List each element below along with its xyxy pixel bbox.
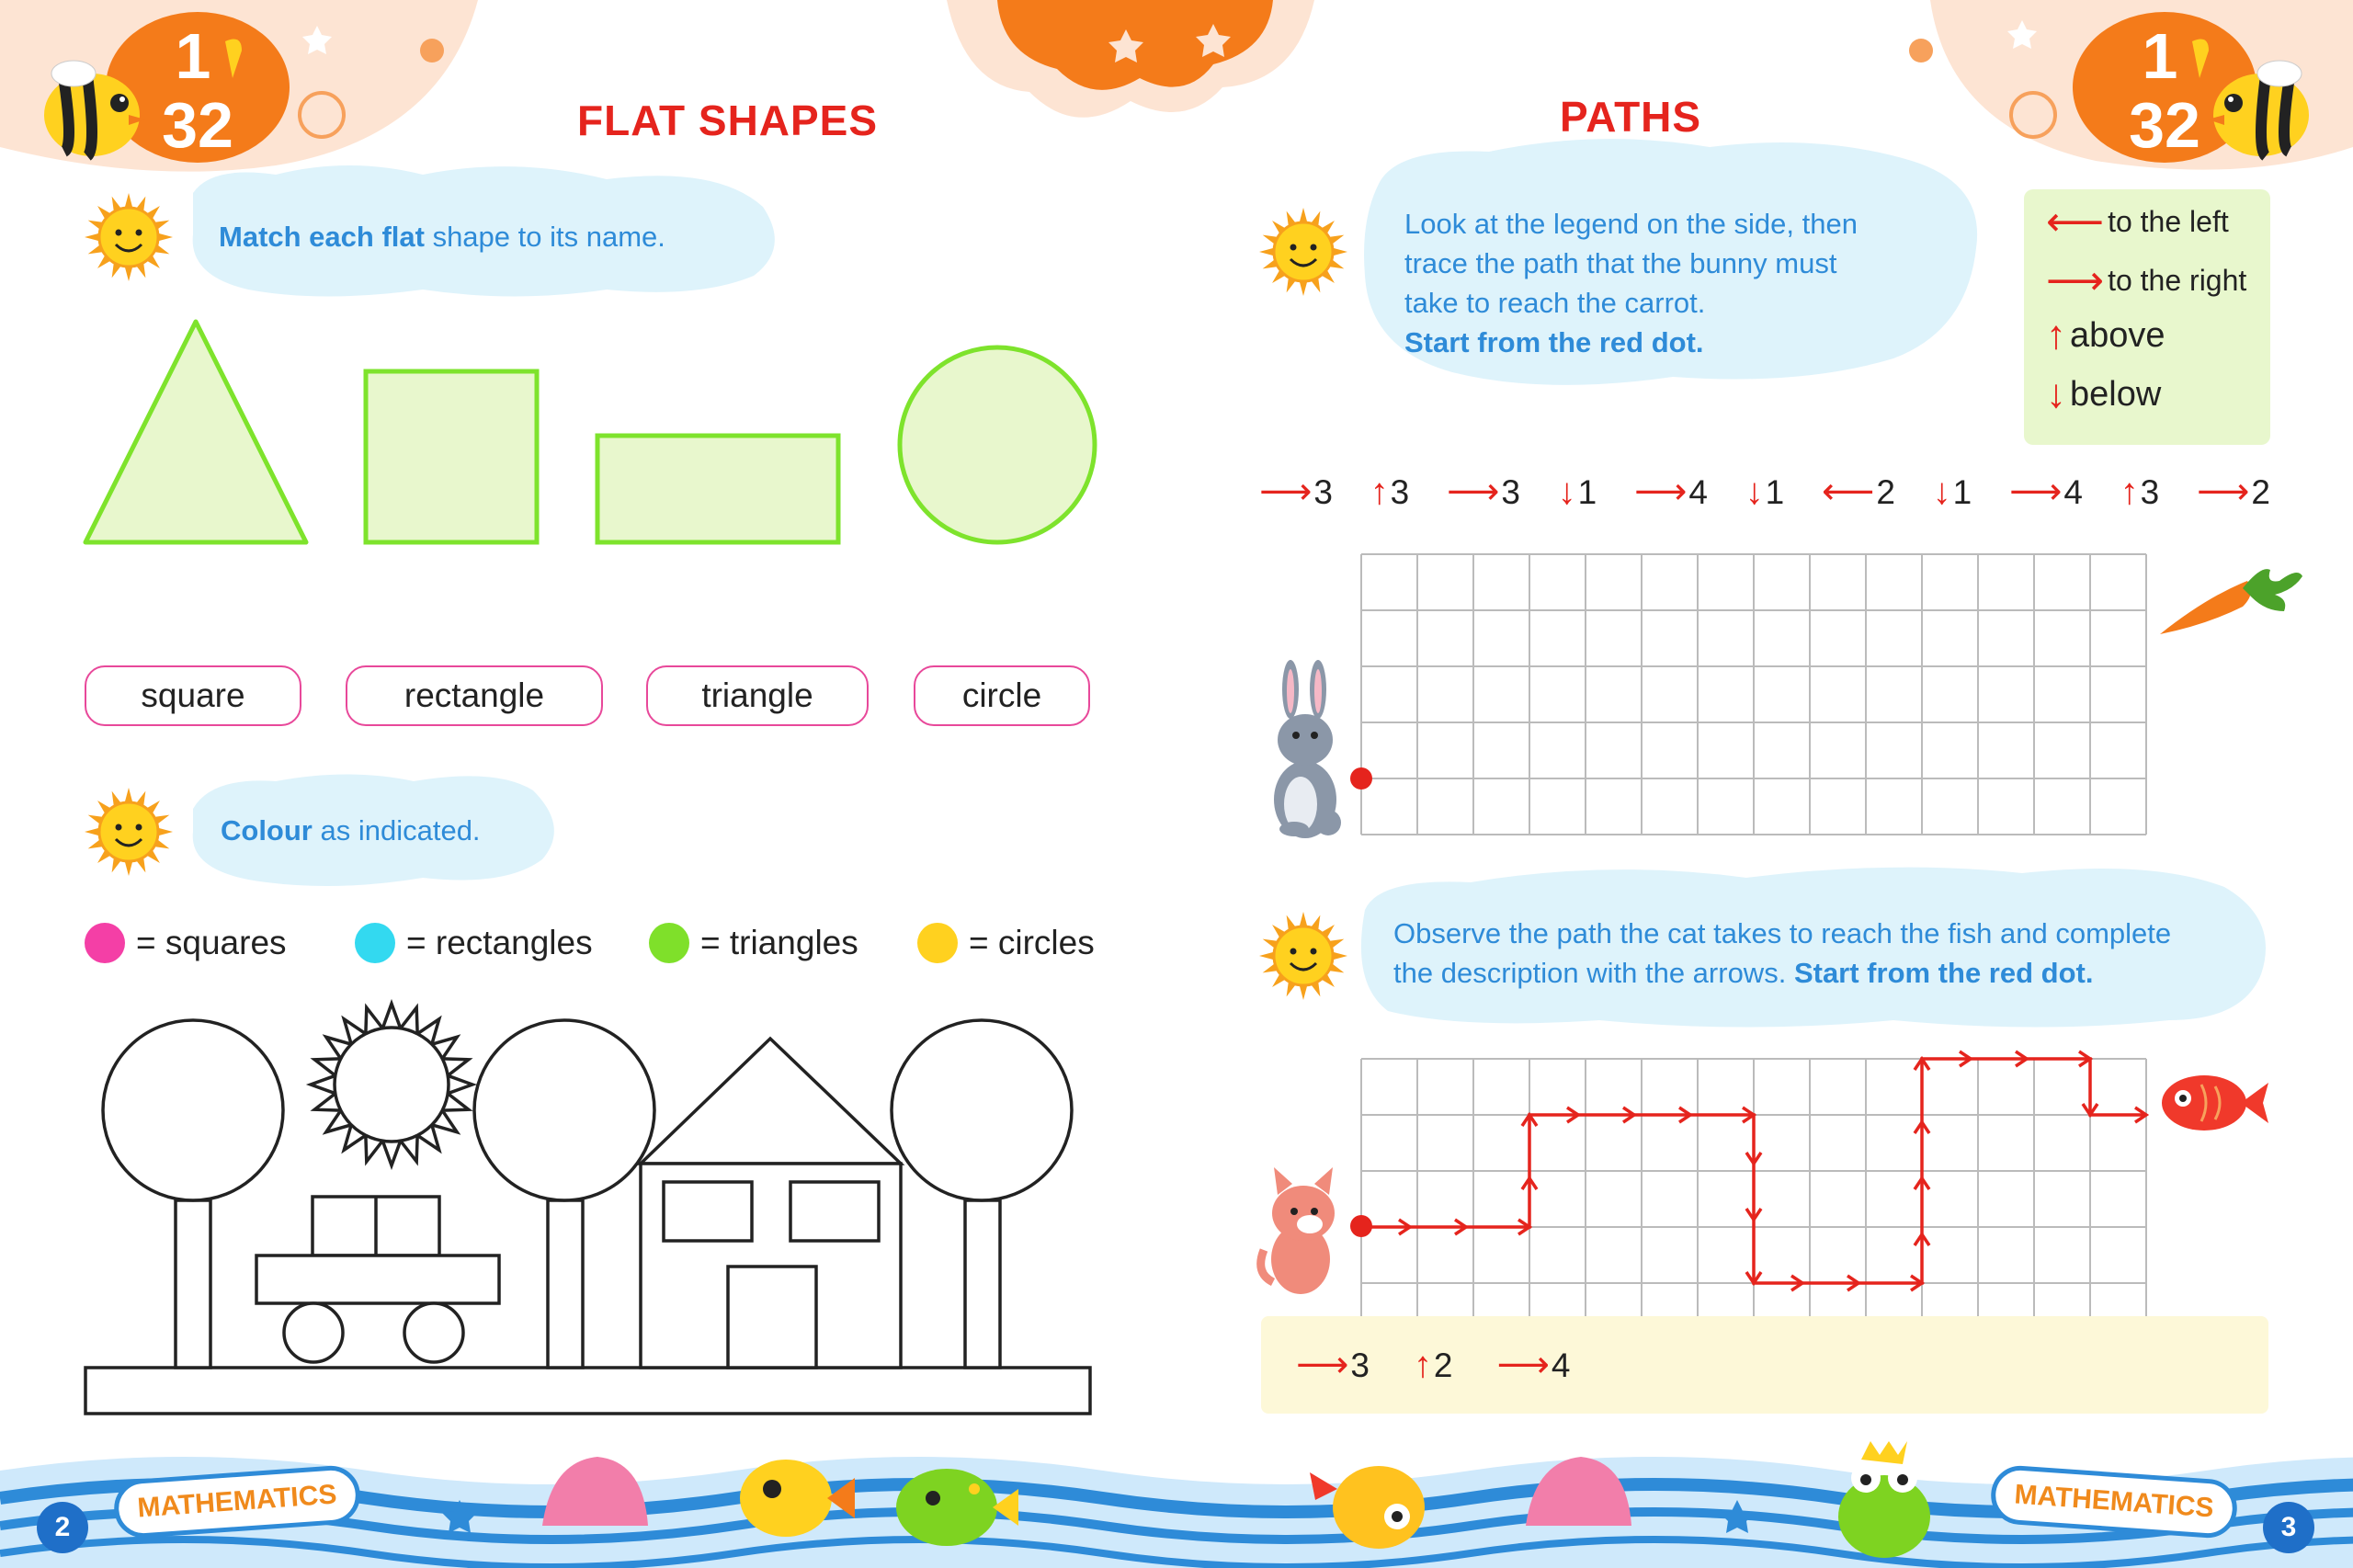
sun-icon [85,788,173,876]
key-triangles [649,923,858,963]
path-step [1822,471,1895,513]
path-step [1370,472,1410,513]
key-label: = rectangles [406,924,593,961]
step-count: 3 [1390,472,1410,511]
carrot-icon [2160,569,2302,634]
start-dot-cat [1350,1215,1372,1237]
colouring-picture [85,1004,1090,1414]
path-step [1414,1345,1453,1386]
step-arrow-icon: ↑ [1413,1344,1432,1385]
instruction-rest: as indicated. [312,814,481,846]
path-step [1296,1344,1370,1386]
step-arrow-icon: ↓ [1932,471,1951,512]
instruction-line: Observe the path the cat takes to reach the fish and complete [1393,917,2172,949]
shape-rectangle [597,436,838,542]
step-arrow-icon: ↑ [1370,471,1389,512]
step-count: 4 [1551,1346,1571,1384]
path-step [2009,471,2083,513]
step-count: 1 [1765,472,1785,511]
key-rectangles [355,923,593,963]
step-arrow-icon: ⟶ [1259,472,1313,512]
step-arrow-icon: ↓ [1557,471,1576,512]
path-step [2120,472,2160,513]
step-arrow-icon: ⟶ [1447,472,1500,512]
step-arrow-icon: ⟶ [1296,1345,1349,1385]
right-page-title: PATHS [1560,93,1702,141]
step-count: 1 [1952,472,1972,511]
shape-circle [900,347,1095,542]
sun-icon [1259,208,1347,296]
step-arrow-icon: ⟶ [2197,472,2250,512]
instruction-bold: Match each flat [219,221,425,253]
number-badge-left [106,12,290,163]
path-step [1558,472,1597,513]
step-count: 2 [1433,1346,1453,1384]
legend-above [2046,312,2165,358]
right-arrow-icon: ⟶ [2046,258,2105,303]
footer-frog-icon [1838,1441,1930,1558]
footer-subject-left: MATHEMATICS [112,1464,362,1540]
step-arrow-icon: ⟵ [1822,472,1875,512]
step-count: 2 [2251,473,2270,511]
key-circles [917,923,1095,963]
cyan-swatch [355,923,395,963]
up-arrow-icon: ↑ [2046,312,2066,358]
key-label: = triangles [700,924,858,961]
green-swatch [649,923,689,963]
bunny-path-sequence [1259,471,2270,513]
step-arrow-icon: ⟶ [2009,472,2063,512]
path-step [1745,472,1785,513]
sun-icon [1259,912,1347,1000]
yellow-swatch [917,923,958,963]
svg-text:1: 1 [175,20,211,92]
step-count: 3 [1350,1346,1370,1384]
page-number-left: 2 [37,1502,88,1553]
sun-icon [85,193,173,281]
label-triangle[interactable]: triangle [646,665,869,726]
path-step [1933,472,1972,513]
bunny-grid [1361,554,2146,835]
svg-text:1: 1 [2142,20,2178,92]
svg-text:32: 32 [2129,89,2200,161]
exercise-match-instruction [219,217,665,256]
path-step [1634,471,1708,513]
step-count: 4 [2063,473,2083,511]
arrow-legend [2024,189,2270,445]
legend-label: to the left [2108,205,2229,238]
label-square[interactable]: square [85,665,301,726]
left-arrow-icon: ⟵ [2046,199,2105,244]
instruction-line: Look at the legend on the side, then [1404,208,1858,240]
legend-below [2046,371,2161,417]
path-step [2197,471,2270,513]
step-count: 3 [1313,473,1333,511]
path-step [1259,471,1333,513]
path-step [1497,1344,1571,1386]
instruction-clouds [193,139,2266,1027]
key-label: = circles [969,924,1095,961]
legend-label: above [2070,315,2165,355]
step-arrow-icon: ⟶ [1496,1345,1550,1385]
down-arrow-icon: ↓ [2046,371,2066,416]
left-page-title: FLAT SHAPES [577,97,879,144]
bunny-icon [1274,660,1341,838]
cat-answer-sequence [1296,1344,1614,1386]
cat-icon [1261,1167,1335,1294]
instruction-bold: Start from the red dot. [1404,326,1704,358]
step-count: 4 [1688,473,1708,511]
step-count: 3 [2140,472,2160,511]
footer-subject-right: MATHEMATICS [1989,1464,2239,1540]
fish-icon [2162,1075,2268,1131]
legend-right [2046,257,2246,304]
instruction-rest: shape to its name. [424,221,665,253]
legend-left [2046,199,2229,245]
step-count: 2 [1876,473,1895,511]
legend-label: to the right [2108,264,2247,297]
start-dot-bunny [1350,767,1372,790]
instruction-line: the description with the arrows. [1393,957,1794,989]
exercise-bunny-instruction [1404,204,1858,362]
exercise-colour-instruction [221,811,481,850]
page-number-right: 3 [2263,1502,2314,1553]
step-arrow-icon: ⟶ [1634,472,1688,512]
step-arrow-icon: ↑ [2120,471,2139,512]
step-count: 3 [1501,473,1520,511]
legend-label: below [2070,374,2162,414]
key-label: = squares [136,924,287,961]
pink-swatch [85,923,125,963]
path-step [1447,471,1520,513]
label-rectangle[interactable]: rectangle [346,665,603,726]
svg-text:32: 32 [162,89,233,161]
instruction-bold: Start from the red dot. [1793,957,2094,989]
instruction-line: take to reach the carrot. [1404,287,1706,319]
instruction-line: trace the path that the bunny must [1404,247,1837,279]
step-arrow-icon: ↓ [1745,471,1764,512]
shape-triangle [85,322,306,542]
step-count: 1 [1577,472,1597,511]
key-squares [85,923,287,963]
shape-square [366,371,537,542]
instruction-bold: Colour [221,814,313,846]
exercise-cat-instruction [1393,914,2171,993]
footer-shell-icon-1 [542,1457,648,1526]
label-circle[interactable]: circle [914,665,1090,726]
